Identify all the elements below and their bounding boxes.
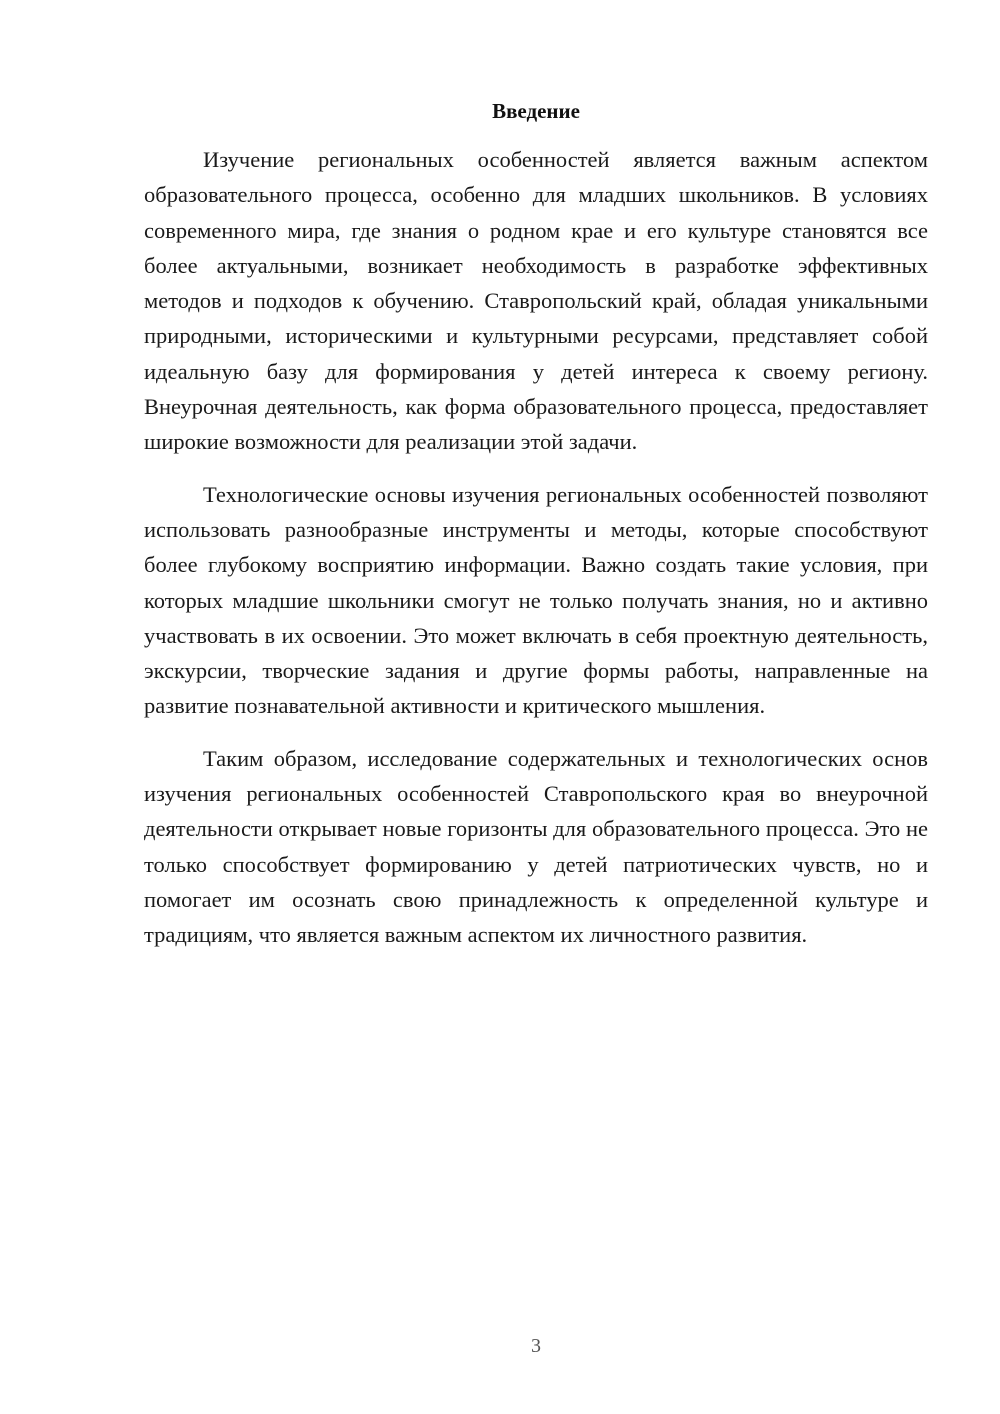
body-text [144, 142, 928, 953]
page-title: Введение [492, 99, 580, 123]
paragraph-3: Таким образом, исследование содержательных и технологических основ изучения региональных особенностей Ставропольского края во внеурочной деятельности открывает новые горизонты для образовательного процесса. Это не только способствует формированию у детей патриотических чувств, но и помогает им осознать свою принадлежность к определенной культуре и традициям, что является важным аспектом их личностного развития. [144, 745, 928, 948]
paragraph-2: Технологические основы изучения региональных особенностей позволяют использовать разнообразные инструменты и методы, которые способствуют более глубокому восприятию информации. Важно создать такие условия, при которых младшие школьники смогут не только получать знания, но и активно участвовать в их освоении. Это может включать в себя проектную деятельность, экскурсии, творческие задания и другие формы работы, направленные на развитие познавательной активности и критического мышления. [144, 481, 928, 719]
paragraph-1: Изучение региональных особенностей является важным аспектом образовательного процесса, особенно для младших школьников. В условиях современного мира, где знания о родном крае и его культуре становятся все более актуальными, возникает необходимость в разработке эффективных методов и подходов к обучению. Ставропольский край, обладая уникальными природными, историческими и культурными ресурсами, представляет собой идеальную базу для формирования у детей интереса к своему региону. Внеурочная деятельность, как форма образовательного процесса, предоставляет широкие возможности для реализации этой задачи. [144, 147, 928, 455]
page-number: 3 [531, 1335, 541, 1357]
